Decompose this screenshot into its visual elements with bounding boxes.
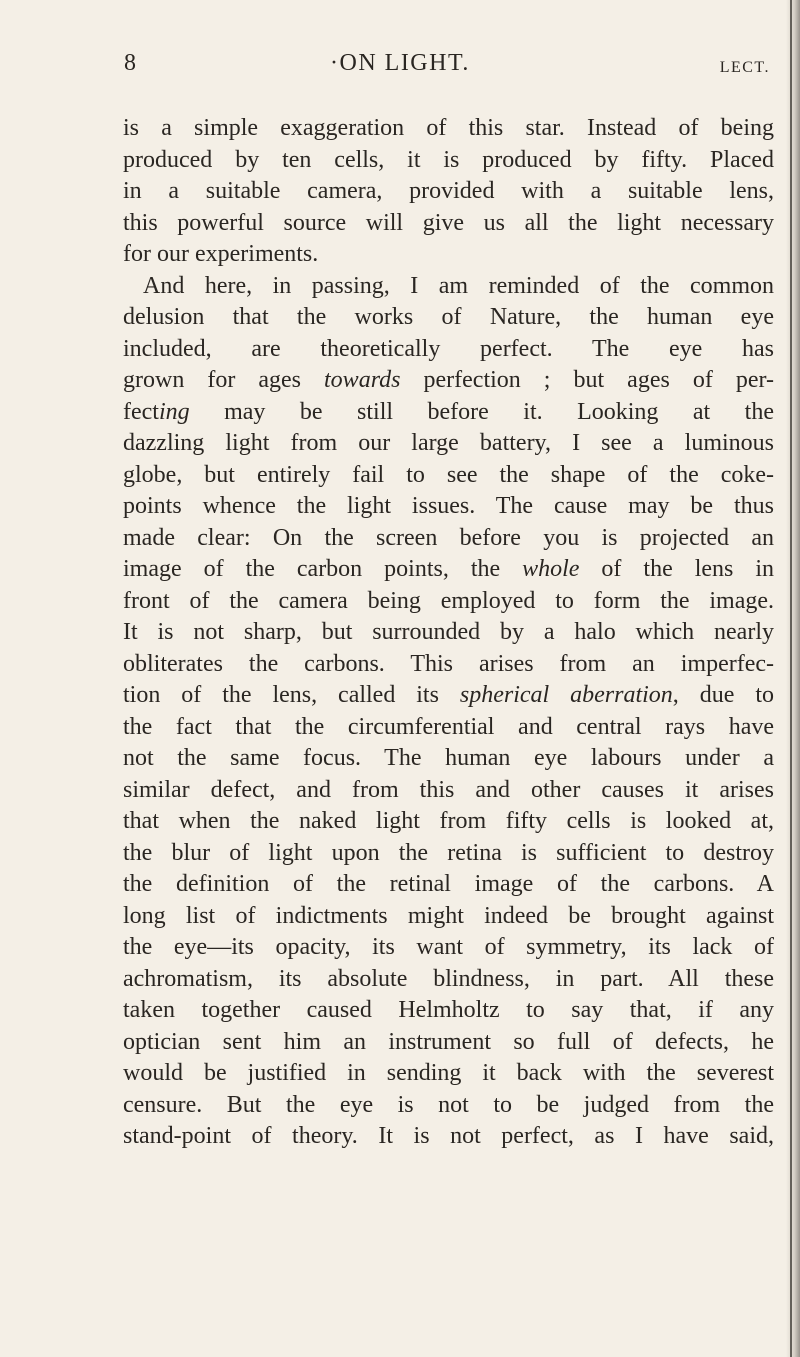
text-line: And here, in passing, I am reminded of the common bbox=[143, 272, 774, 299]
text-line: included, are theoretically perfect. The eye has bbox=[123, 335, 774, 362]
page-header bbox=[120, 50, 770, 90]
text-segment: of the lens in bbox=[579, 556, 775, 582]
italic-text: ing bbox=[158, 398, 190, 425]
text-line: the definition of the retinal image of the carbons. A bbox=[123, 871, 774, 897]
text-segment: perfection ; but ages of per- bbox=[400, 367, 775, 393]
text-line bbox=[123, 365, 774, 397]
text-line: is a simple exaggeration of this star. Instead of being bbox=[123, 115, 774, 141]
text-line: the eye—its opacity, its want of symmetry, its lack of bbox=[123, 934, 774, 960]
page-number: 8 bbox=[124, 50, 136, 76]
text-line: in a suitable camera, provided with a suitable lens, bbox=[123, 178, 774, 204]
text-line: stand-point of theory. It is not perfect, as I have said, bbox=[123, 1123, 774, 1149]
text-line: obliterates the carbons. This arises from an imperfec- bbox=[123, 650, 774, 677]
text-line: the blur of light upon the retina is sufficient to destroy bbox=[123, 839, 774, 866]
text-segment: , due to bbox=[672, 682, 774, 708]
text-line: optician sent him an instrument so full of defects, he bbox=[123, 1028, 774, 1055]
text-line: points whence the light issues. The cause may be thus bbox=[123, 493, 774, 519]
text-segment: fect bbox=[123, 398, 159, 425]
running-title: ·ON LIGHT. bbox=[330, 50, 470, 76]
text-line: front of the camera being employed to form the image. bbox=[123, 587, 774, 614]
text-line bbox=[123, 397, 774, 429]
text-line: censure. But the eye is not to be judged from the bbox=[123, 1091, 774, 1118]
text-line: for our experiments. bbox=[123, 241, 319, 267]
page-edge-shadow bbox=[786, 0, 800, 1357]
text-line bbox=[123, 554, 774, 586]
text-line: this powerful source will give us all the light necessary bbox=[123, 209, 774, 236]
text-line: the fact that the circumferential and central rays have bbox=[123, 713, 774, 740]
page-edge-line bbox=[790, 0, 792, 1357]
text-line: It is not sharp, but surrounded by a halo which nearly bbox=[123, 619, 774, 645]
text-segment: tion of the lens, called its bbox=[123, 682, 460, 708]
text-line: taken together caused Helmholtz to say that, if any bbox=[123, 997, 774, 1023]
text-segment: grown for ages bbox=[123, 367, 325, 393]
text-line: dazzling light from our large battery, I see a luminous bbox=[123, 430, 774, 456]
text-line: that when the naked light from fifty cells is looked at, bbox=[123, 808, 774, 834]
text-line: made clear: On the screen before you is projected an bbox=[123, 524, 774, 551]
text-line: similar defect, and from this and other causes it arises bbox=[123, 776, 774, 803]
section-label: LECT. bbox=[719, 59, 770, 76]
text-line: would be justified in sending it back with the severest bbox=[123, 1060, 774, 1086]
text-line: long list of indictments might indeed be brought against bbox=[123, 902, 774, 929]
text-segment: may be still before it. Looking at the bbox=[189, 398, 774, 425]
text-segment: image of the carbon points, the bbox=[123, 556, 523, 582]
text-line bbox=[123, 680, 774, 712]
italic-text: whole bbox=[522, 556, 580, 582]
italic-text: towards bbox=[324, 367, 401, 393]
text-line: achromatism, its absolute blindness, in part. All these bbox=[123, 965, 774, 992]
text-line: produced by ten cells, it is produced by fifty. Placed bbox=[123, 146, 774, 173]
text-line: not the same focus. The human eye labours under a bbox=[123, 745, 774, 771]
body-text bbox=[123, 113, 774, 1153]
text-line: globe, but entirely fail to see the shape of the coke- bbox=[123, 461, 774, 488]
italic-text: spherical aberration bbox=[459, 682, 673, 708]
text-line: delusion that the works of Nature, the human eye bbox=[123, 304, 774, 330]
